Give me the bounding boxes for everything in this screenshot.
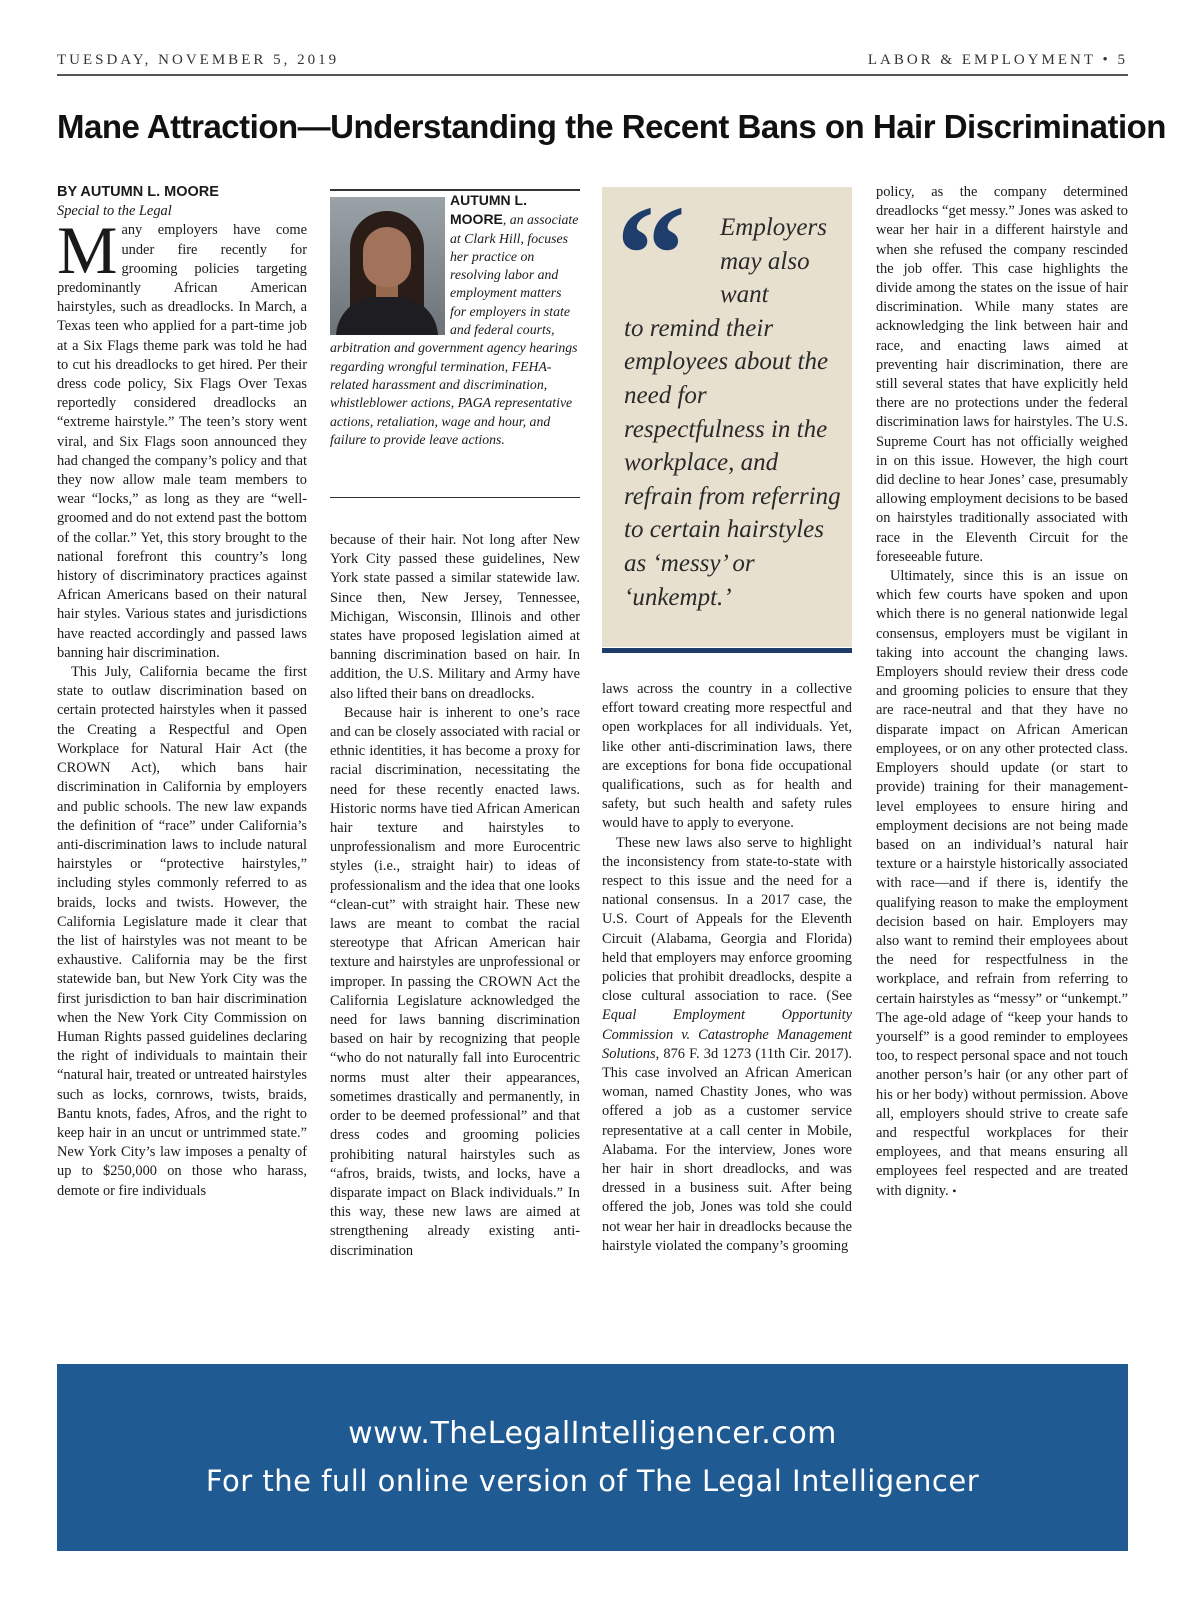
pull-quote-rule <box>602 648 852 653</box>
promo-banner[interactable] <box>57 1364 1128 1551</box>
article-headline: Mane Attraction—Understanding the Recent Bans on Hair Discrimination <box>57 108 1166 145</box>
website-link[interactable]: www.TheLegalIntelligencer.com <box>348 1416 837 1451</box>
pull-quote-text: Employers may also want to remind their employees about the need for respectfulness in the workplace, and refrain from referring to certain hairstyles as ‘messy’ or ‘unkempt.’ <box>624 214 841 611</box>
column-2 <box>330 531 580 1261</box>
pull-quote <box>602 177 852 647</box>
paragraph: These new laws also serve to highlight the inconsistency from state-to-state with respect to this issue and the need for a national consensus. In a 2017 case, the U.S. Court of Appeals for the Eleventh Circuit (Alabama, Georgia and Florida) held that employers may enforce grooming policies that prohibit dreadlocks, despite a close cultural association to race. (See Equal Employment Opportunity Commission v. Catastrophe Management Solutions, 876 F. 3d 1273 (11th Cir. 2017). This case involved an African American woman, named Chastity Jones, who was offered a job as a customer service representative at a call center in Mobile, Alabama. For the interview, Jones wore her hair in short dreadlocks, and was dressed in a business suit. After being offered the job, Jones was told she could not wear her hair in dreadlocks because the hairstyle violated the company’s grooming <box>602 834 852 1254</box>
column-4 <box>876 183 1128 1201</box>
quote-mark-icon: “ <box>616 177 686 332</box>
paragraph: This July, California became the first state to outlaw discrimination based on certain protected hairstyles when it passed the Creating a Respectful and Open Workplace for Natural Hair Act (the CROWN Act), which bans hair discrimination in California by employers and public schools. The new law expands the definition of “race” under California’s anti-discrimination laws to include natural hairstyles or “protective hairstyles,” including styles commonly referred to as braids, locks and twists. However, the California Legislature made it clear that the list of hairstyles was not meant to be exhaustive. California may be the first statewide ban, but New York City was the first jurisdiction to ban hair discrimination when the New York City Commission on Human Rights passed guidelines declaring the right of individuals to maintain their “natural hair, treated or untreated hairstyles such as locks, cornrows, twists, braids, Bantu knots, fades, Afros, and the right to keep hair in an uncut or untrimmed state.” New York City’s law imposes a penalty of up to $250,000 on those who harass, demote or fire individuals <box>57 664 307 1199</box>
paragraph: Because hair is inherent to one’s race and can be closely associated with racial or ethnic identities, it has become a proxy for racial discrimination, necessitating the need for these recently enacted laws. Historic norms have tied African American hair texture and hairstyles to unprofessionalism and more Eurocentric styles (i.e., straight hair) to ideas of professionalism and the idea that one looks “clean-cut” with straight hair. These new laws are meant to combat the racial stereotype that African American hair texture and hairstyles are unprofessional or improper. In passing the CROWN Act the California Legislature acknowledged the need for laws banning discrimination based on hair by recognizing that people “who do not naturally fall into Eurocentric norms must alter their appearances, sometimes drastically and permanently, in order to be deemed professional” and that dress codes and grooming policies prohibiting natural hairstyles such as “afros, braids, twists, and locks, have a disparate impact on Black individuals.” In this way, these new laws are aimed at strengthening already existing anti-discrimination <box>330 704 580 1259</box>
author-name: AUTUMN L. MOORE <box>450 192 527 228</box>
paragraph: because of their hair. Not long after New York City passed these guidelines, New York state passed a similar statewide law. Since then, New Jersey, Tennessee, Michigan, Wisconsin, Illinois and other states have proposed legislation aimed at banning discrimination based on hair. In addition, the U.S. Military and Army have also lifted their bans on dreadlocks. <box>330 532 580 702</box>
column-3 <box>602 680 852 1256</box>
section-page-label: LABOR & EMPLOYMENT • 5 <box>867 52 1128 68</box>
author-bio: AUTUMN L. MOORE, an associate at Clark Hill, focuses her practice on resolving labor and employment matters for employers in state and federal courts, arbitration and government agency hearings regarding wrongful termination, FEHA-related harassment and discrimination, whistleblower actions, PAGA representative actions, retaliation, wage and hour, and failure to provide leave actions. <box>330 192 579 447</box>
column-1 <box>57 183 307 1201</box>
banner-tagline: For the full online version of The Legal Intelligencer <box>205 1464 980 1498</box>
byline-affiliation: Special to the Legal <box>57 203 172 220</box>
end-mark: • <box>952 1183 957 1198</box>
author-photo <box>330 197 445 335</box>
author-bio-box <box>330 189 580 498</box>
paragraph: Ultimately, since this is an issue on which few courts have spoken and upon which there is no general nationwide legal consensus, employers must be vigilant in taking into account the changing laws. Employers should review their dress code and grooming policies to ensure that they are race-neutral and that they have no disparate impact on African American employees, or on any other protected class. Employers should update (or start to provide) training for their management-level employees to ensure hiring and employment decisions are not being made based on an individual’s natural hair texture or a hairstyle historically associated with race—and if there is, identify the qualifying reason to make the employment decision based on hair. Employers may also want to remind their employees about the need for respectfulness in the workplace, and refrain from referring to certain hairstyles as “messy” or “unkempt.” The age-old adage of “keep your hands to yourself” is a good reminder to employees too, to respect personal space and not touch another person’s hair (or any other part of his or her body) without permission. Above all, employers should strive to create safe and respectful workplaces for their employees, and that means ensuring all employees feel respected and are treated with dignity. • <box>876 568 1128 1199</box>
case-citation: Equal Employment Opportunity Commission v. Catastrophe Management Solutions <box>602 1007 852 1062</box>
paragraph: Many employers have come under fire recently for grooming policies targeting predominantly African American hairstyles, such as dreadlocks. In March, a Texas teen who applied for a part-time job at a Six Flags theme park was told he had to cut his dreadlocks to get hired. Per their dress code policy, Six Flags Over Texas reportedly considered dreadlocks an “extreme hairstyle.” The teen’s story went viral, and Six Flags soon announced they had changed the company’s policy and that they now allow male team members to wear “locks,” as long as they are “well-groomed and do not extend past the bottom of the collar.” Yet, this story brought to the national forefront this country’s long history of discriminatory practices against African Americans based on their natural hair styles. Various states and jurisdictions have reacted accordingly and passed laws banning hair discrimination. <box>57 212 307 661</box>
byline: BY AUTUMN L. MOORE <box>57 184 219 200</box>
drop-cap: M <box>57 212 118 289</box>
paragraph: policy, as the company determined dreadlocks “get messy.” Jones was asked to wear her hair in a different hairstyle and when she refused the company rescinded the job offer. This case highlights the divide among the states on the issue of hair discrimination. While many states are acknowledging the link between hair and race, and enacting laws aimed at preventing hair discrimination, there are still several states that have explicitly held there are no protections under the federal discrimination laws for hairstyles. The U.S. Supreme Court has not officially weighed in on this issue. However, the high court did decline to hear Jones’ case, presumably allowing employment decisions to be based on hairstyles traditionally associated with race in the Eleventh Circuit for the foreseeable future. <box>876 184 1128 565</box>
paragraph: laws across the country in a collective effort toward creating more respectful and open workplaces for all individuals. Yet, like other anti-discrimination laws, there are exceptions for bona fide occupational qualifications, such as for health and safety, but such health and safety rules would have to apply to everyone. <box>602 681 852 832</box>
running-header <box>57 50 1128 76</box>
issue-date: TUESDAY, NOVEMBER 5, 2019 <box>57 52 340 68</box>
